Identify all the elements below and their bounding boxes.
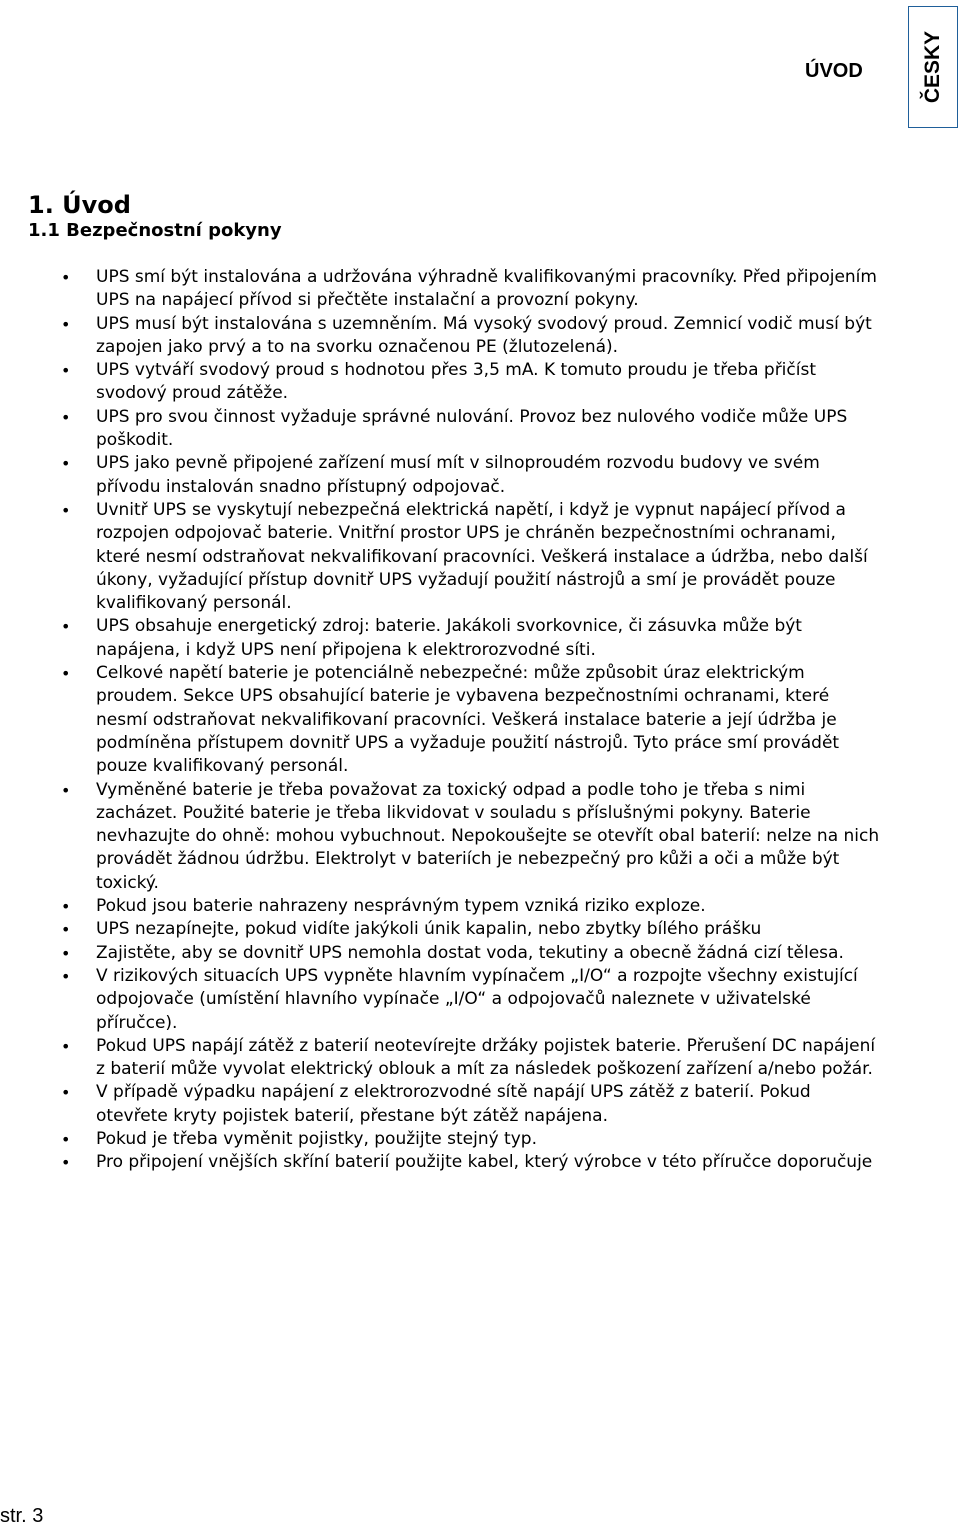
bullet-icon: • [61,500,71,520]
bullet-icon: • [61,943,71,963]
section-title: ÚVOD [805,60,863,82]
language-tab [908,6,958,128]
list-item-text: V případě výpadku napájení z elektrorozvodné sítě napájí UPS zátěž z baterií. Pokud otevřete kryty pojistek baterií, přestane být zátěž napájena. [96,1082,811,1126]
list-item-text: Pro připojení vnějších skříní baterií použijte kabel, který výrobce v této příručce doporučuje [96,1152,873,1173]
bullet-icon: • [61,1036,71,1056]
list-item [0,266,880,313]
list-item-text: UPS smí být instalována a udržována výhradně kvalifikovanými pracovníky. Před připojením UPS na napájecí přívod si přečtěte instalační a provozní pokyny. [96,267,877,311]
section-heading: 1.1 Bezpečnostní pokyny [28,220,282,241]
bullet-icon: • [61,1083,71,1103]
language-tab-label: ČESKY [921,30,945,104]
list-item-text: UPS obsahuje energetický zdroj: baterie. Jakákoli svorkovnice, či zásuvka může být napájena, i když UPS není připojena k elektrorozvodné síti. [96,616,802,660]
list-item-text: Pokud jsou baterie nahrazeny nesprávným typem vzniká riziko exploze. [96,896,706,917]
list-item-text: Zajistěte, aby se dovnitř UPS nemohla dostat voda, tekutiny a obecně žádná cizí tělesa. [96,942,844,963]
list-item [0,359,880,406]
bullet-icon: • [61,1153,71,1173]
list-item [0,942,880,965]
bullet-icon: • [61,268,71,287]
list-item-text: UPS vytváří svodový proud s hodnotou přes 3,5 mA. K tomuto proudu je třeba přičíst svodový proud zátěže. [96,360,817,404]
list-item [0,406,880,453]
list-item [0,313,880,360]
page-number: str. 3 [0,1505,44,1527]
list-item [0,499,880,615]
chapter-heading: 1. Úvod [28,191,131,219]
list-item-text: UPS nezapínejte, pokud vidíte jakýkoli únik kapalin, nebo zbytky bílého prášku [96,919,762,940]
list-item-text: Uvnitř UPS se vyskytují nebezpečná elektrická napětí, i když je vypnut napájecí přívod a rozpojen odpojovač baterie. Vnitřní prostor UPS je chráněn bezpečnostními ochranami, které nesmí odstraňovat nekvalifikovaní pracovníci. Veškerá instalace a údržba, nebo další úkony, vyžadující přístup dovnitř UPS vyžadují použití nástrojů a smí je provádět pouze kvalifikovaný personál. [96,499,868,614]
bullet-icon: • [61,780,71,800]
bullet-icon: • [61,664,71,684]
list-item [0,779,880,895]
bullet-icon: • [61,617,71,637]
bullet-icon: • [61,966,71,986]
bullet-icon: • [61,897,71,917]
safety-rules-list [0,266,880,1175]
bullet-icon: • [61,1129,71,1149]
bullet-icon: • [61,920,71,940]
list-item-text: Pokud je třeba vyměnit pojistky, použijte stejný typ. [96,1128,537,1149]
bullet-icon: • [61,454,71,474]
bullet-icon: • [61,407,71,427]
list-item [0,895,880,918]
list-item-text: Pokud UPS napájí zátěž z baterií neotevírejte držáky pojistek baterie. Přerušení DC napájení z baterií může vyvolat elektrický oblouk a mít za následek poškození zařízení a/nebo požár. [96,1035,876,1080]
list-item [0,452,880,499]
list-item-text: Vyměněné baterie je třeba považovat za toxický odpad a podle toho je třeba s nimi zacházet. Použité baterie je třeba likvidovat v souladu s příslušnými pokyny. Baterie nevhazujte do ohně: mohou vybuchnout. Nepokoušejte se otevřít obal baterií: nelze na nich provádět žádnou údržbu. Elektrolyt v bateriích je nebezpečný pro kůži a oči a může být toxický. [96,779,880,893]
list-item [0,965,880,1035]
list-item [0,1081,880,1128]
list-item [0,662,880,778]
list-item [0,1151,880,1174]
list-item-text: UPS musí být instalována s uzemněním. Má vysoký svodový proud. Zemnicí vodič musí být zapojen jako prvý a to na svorku označenou PE (žlutozelená). [96,313,872,357]
bullet-icon: • [61,314,71,334]
list-item-text: UPS jako pevně připojené zařízení musí mít v silnoproudém rozvodu budovy ve svém přívodu instalován snadno přístupný odpojovač. [96,453,820,497]
bullet-icon: • [61,361,71,381]
list-item [0,918,880,941]
list-item-text: Celkové napětí baterie je potenciálně nebezpečné: může způsobit úraz elektrickým proudem. Sekce UPS obsahující baterie je vybavena bezpečnostními ochranami, které nesmí odstraňovat nekvalifikovaní pracovníci. Veškerá instalace baterie a její údržba je podmíněna přístupem dovnitř UPS a vyžaduje použití nástrojů. Tyto práce smí provádět pouze kvalifikovaný personál. [96,663,840,777]
list-item [0,615,880,662]
list-item-text: UPS pro svou činnost vyžaduje správné nulování. Provoz bez nulového vodiče může UPS poškodit. [96,406,848,451]
list-item [0,1128,880,1151]
list-item [0,1035,880,1082]
list-item-text: V rizikových situacích UPS vypněte hlavním vypínačem „I/O“ a rozpojte všechny existující odpojovače (umístění hlavního vypínače „I/O“ a odpojovačů naleznete v uživatelské příručce). [96,965,858,1033]
